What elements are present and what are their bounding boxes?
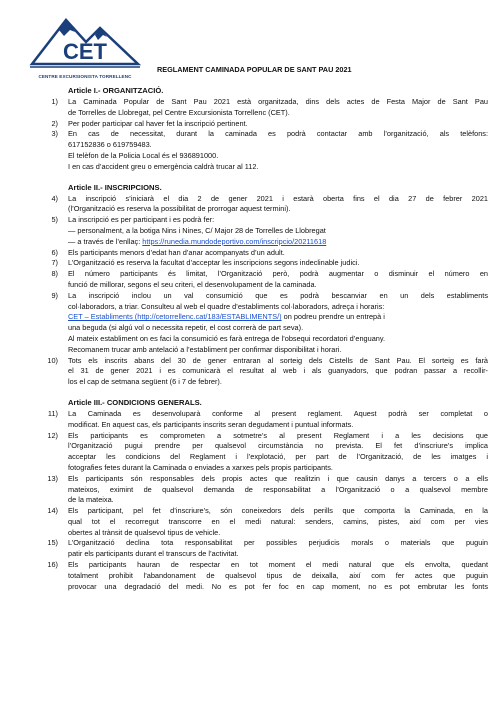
link-prefix: — a través de l’enllaç: <box>68 236 143 246</box>
item-line: de la mateixa. <box>68 495 114 505</box>
item-number: 16) <box>47 560 58 570</box>
item-number: 1) <box>51 97 58 106</box>
item-line: de Torrelles de Llobregat, pel Centre Excursionista Torrellenc (CET). <box>68 107 290 117</box>
list-item <box>51 129 488 172</box>
item-line: fotografies fetes durant la Caminada o enviades a xarxes pels propis participants. <box>68 462 333 472</box>
item-line: los el cap de setmana següent (6 i 7 de febrer). <box>68 377 222 387</box>
item-line: — personalment, a la botiga Nins i Nines, C/ Major 28 de Torrelles de Llobregat <box>68 225 326 235</box>
list-item <box>47 408 488 431</box>
item-line: qual tot el recorregut transcorre en el medi natural: senders, camins, pistes, així com per vies <box>68 516 488 526</box>
item-line: El número participants és limitat, l’Organització però, podrà augmentar o disminuir el número en <box>68 269 488 279</box>
establishments-link[interactable]: CET – Establiments (http://cetorrellenc.cat/183/ESTABLIMENTS/) <box>68 312 282 322</box>
item-line: L’Organització es reserva la facultat d’acceptar les inscripcions segons indeclinable judici. <box>68 258 360 268</box>
item-line: Els participant, pel fet d’inscriure’s, són coneixedors dels perills que comporta la Caminada, en la <box>68 506 488 516</box>
item-number: 13) <box>47 473 58 483</box>
item-line: En cas de necessitat, durant la caminada es podrà contactar amb l’organització, als telèfons: <box>68 129 488 139</box>
item-number: 3) <box>51 129 58 139</box>
item-line: L’Organització declina tota responsabilitat per possibles perjudicis morals o materials que puguin <box>68 538 488 548</box>
item-line: Per poder participar cal haver fet la inscripció pertinent. <box>68 118 248 128</box>
article-heading: Article II.- INSCRIPCIONS. <box>68 182 162 192</box>
list-item <box>51 290 488 356</box>
item-line: Els participants hauran de respectar en tot moment el medi natural que els envolta, quedant <box>68 560 488 570</box>
list-item <box>47 560 488 592</box>
item-line: La Caminada es desenvoluparà conforme al present reglament. Aquest podrà ser completat o <box>68 408 488 418</box>
item-line: La inscripció s’iniciarà el dia 2 de gener 2021 i estarà oberta fins el dia 27 de febrer 2021 <box>68 193 488 203</box>
item-line: totalment prohibit l’abandonament de qualsevol tipus de deixalla, així com fer actes que puguin <box>68 570 488 580</box>
item-number: 7) <box>51 258 58 268</box>
item-line: La Caminada Popular de Sant Pau 2021 està organitzada, dins dels actes de Festa Major de Sant Pau <box>68 97 488 106</box>
item-number: 12) <box>47 430 58 440</box>
item-number: 15) <box>47 538 58 548</box>
item-number: 6) <box>51 247 58 257</box>
list-item <box>47 506 488 538</box>
mountain-logo-icon <box>26 12 144 74</box>
list-item <box>47 473 488 506</box>
item-line: Els participants es comprometen a sotmetre’s al present Reglament i a les decisions que <box>68 430 488 440</box>
item-line: La inscripció inclou un val consumició que es podrà bescanviar en un dels establiments <box>68 290 488 300</box>
list-item <box>47 538 488 560</box>
list-item <box>51 118 488 130</box>
article-heading: Article I.- ORGANITZACIÓ. <box>68 86 164 95</box>
list-item <box>51 247 488 259</box>
item-line: funció de millorar, segons el seu criteri, el desenvolupament de la caminada. <box>68 279 317 289</box>
registration-link[interactable]: https://runedia.mundodeportivo.com/inscripcio/20211618 <box>142 236 327 246</box>
article-heading: Article III.- CONDICIONS GENERALS. <box>68 397 202 407</box>
item-line: 617152836 o 619759483. <box>68 140 152 150</box>
item-number: 2) <box>51 118 58 128</box>
list-item <box>47 430 488 474</box>
document-body <box>47 85 488 592</box>
cet-logo <box>26 12 144 82</box>
document-title: REGLAMENT CAMINADA POPULAR DE SANT PAU 2021 <box>157 65 352 74</box>
item-line: La inscripció es per participant i es podrà fer: <box>68 215 215 225</box>
list-item <box>47 355 488 388</box>
item-line: mateixos, eximint de qualsevol demanda de responsabilitat a l’Organització o a qualsevol membre <box>68 484 488 494</box>
item-line <box>68 312 488 323</box>
item-line: Recomanem trucar amb antelació a l’establiment per confirmar disponibilitat i horari. <box>68 344 342 354</box>
item-line: Els participants són responsables dels propis actes que realitzin i que causin danys a tercers o a ells <box>68 473 488 483</box>
item-number: 8) <box>51 269 58 279</box>
item-line: provocar una degradació del medi. No es pot fer foc en cap moment, no es pot embrutar les fonts <box>68 581 488 591</box>
item-line: l’Organització pugui prendre per qualsevol circumstància no prevista. El fet d’inscriure’s implica <box>68 441 488 451</box>
item-number: 14) <box>47 506 58 516</box>
item-line: patir els participants durant el transcurs de l’activitat. <box>68 549 239 559</box>
list-item <box>51 215 488 247</box>
list-item <box>51 258 488 269</box>
item-line: Tots els inscrits abans del 30 de gener entraran al sorteig dels Cistells de Sant Pau. El sorteig es farà <box>68 355 488 365</box>
logo-caption: CENTRE EXCURSIONISTA TORRELLENC <box>38 74 132 79</box>
item-line: Els participants menors d’edat han d’anar acompanyats d’un adult. <box>68 247 285 257</box>
item-line: Al mateix establiment on es faci la consumició es farà entrega de l’obsequi recordatori d’enguany. <box>68 333 386 343</box>
item-line: modificat. En aquest cas, els participants inscrits seran degudament i puntual informats. <box>68 419 354 429</box>
item-number: 11) <box>47 408 58 418</box>
item-line: col·laboradors, a triar. Consulteu al web el quadre d’establiments col·laboradors, adreça i horaris: <box>68 301 385 311</box>
list-item <box>51 97 488 119</box>
item-line: el 31 de gener 2021 i es comunicarà el resultat al web i als guanyadors, que podran passar a recollir- <box>68 366 488 376</box>
item-line: obertes al trànsit de qualsevol tipus de vehicle. <box>68 527 221 537</box>
item-line: I en cas d’accident greu o emergència caldrà trucar al 112. <box>68 161 259 171</box>
link-suffix: on podreu prendre un entrepà i <box>281 312 385 322</box>
item-number: 9) <box>51 290 58 300</box>
item-line: acceptar les condicions del Reglament i l’explotació, per part de l’Organització, de les imatges i <box>68 452 488 462</box>
item-number: 10) <box>47 355 58 365</box>
list-item <box>51 193 488 216</box>
item-number: 4) <box>51 193 58 203</box>
item-line: El telèfon de la Policia Local és el 936891000. <box>68 150 219 160</box>
item-line: una beguda (si algú vol o necessita repetir, el cost correrà de part seva). <box>68 323 304 333</box>
item-line: (l’Organització es reserva la possibilitat de prorrogar aquest termini). <box>68 204 291 214</box>
item-line <box>68 237 488 248</box>
list-item <box>51 269 488 291</box>
item-number: 5) <box>51 215 58 225</box>
logo-letters: CET <box>63 39 107 64</box>
